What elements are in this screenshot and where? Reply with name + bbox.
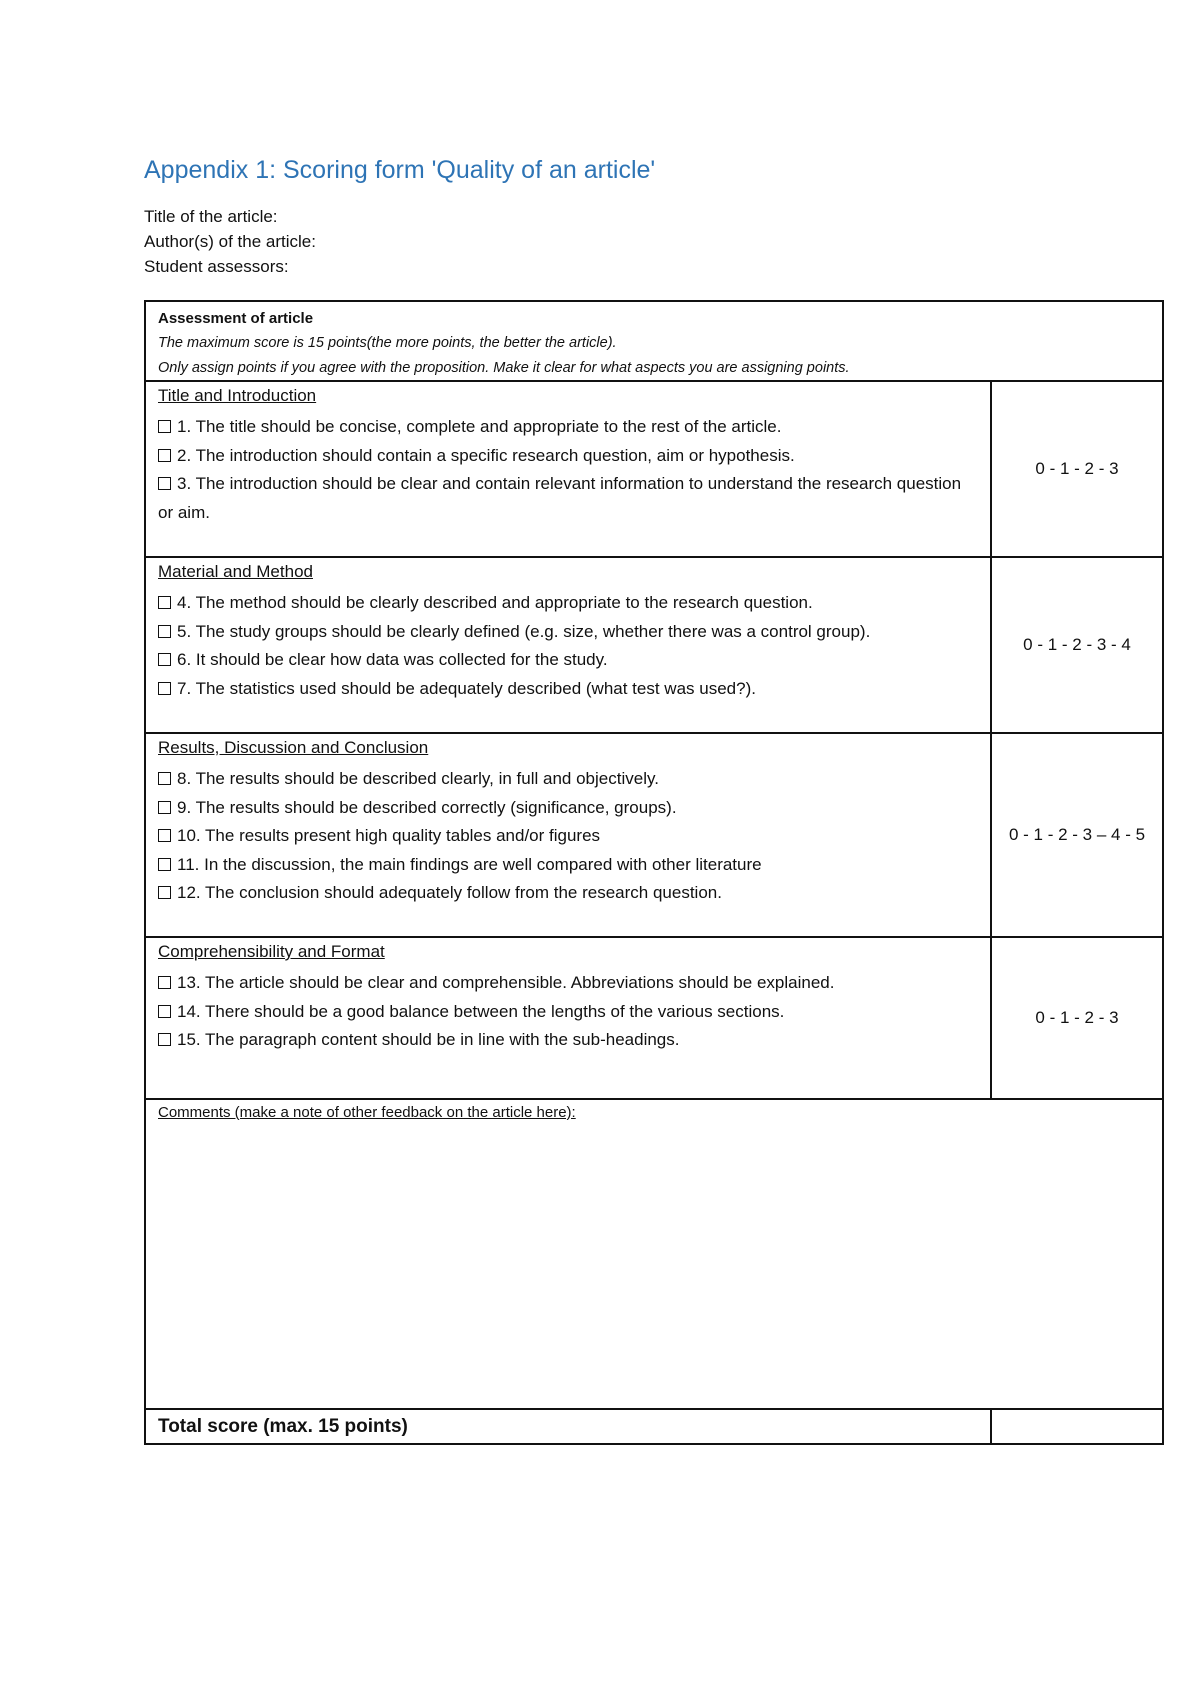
criterion-item: [158, 765, 978, 794]
checkbox[interactable]: [158, 801, 171, 814]
section-title-introduction: [146, 382, 1162, 558]
assessment-heading: Assessment of article: [158, 310, 314, 327]
article-title-label: Title of the article:: [144, 207, 278, 226]
authors-label: Author(s) of the article:: [144, 232, 316, 251]
checkbox[interactable]: [158, 1033, 171, 1046]
scoring-table: [144, 300, 1164, 1445]
article-meta: [144, 204, 316, 279]
criterion-text: 5. The study groups should be clearly defined (e.g. size, whether there was a control group).: [177, 621, 871, 641]
section-criteria: [146, 558, 992, 732]
section-heading: Material and Method: [158, 562, 313, 581]
checkbox[interactable]: [158, 829, 171, 842]
criterion-item: [158, 998, 978, 1027]
checkbox[interactable]: [158, 477, 171, 490]
section-criteria: [146, 734, 992, 936]
criterion-text: 1. The title should be concise, complete and appropriate to the rest of the article.: [177, 417, 782, 436]
checkbox[interactable]: [158, 772, 171, 785]
assessment-note-max: The maximum score is 15 points(the more points, the better the article).: [158, 335, 617, 351]
score-scale[interactable]: 0 - 1 - 2 - 3 – 4 - 5: [1008, 825, 1146, 844]
criterion-item: [158, 442, 978, 471]
criterion-text: 7. The statistics used should be adequately described (what test was used?).: [177, 678, 756, 698]
total-score-label: Total score (max. 15 points): [146, 1410, 992, 1443]
criterion-item: [158, 794, 978, 823]
section-results-discussion: [146, 734, 1162, 938]
section-criteria: [146, 938, 992, 1098]
checkbox[interactable]: [158, 858, 171, 871]
criterion-item: [158, 879, 978, 908]
criterion-text: 15. The paragraph content should be in line with the sub-headings.: [177, 1030, 680, 1049]
comments-box[interactable]: [146, 1100, 1162, 1410]
criterion-text: 12. The conclusion should adequately follow from the research question.: [177, 883, 722, 902]
criterion-item: [158, 851, 978, 880]
criterion-text: 8. The results should be described clearly, in full and objectively.: [177, 769, 659, 788]
score-scale[interactable]: 0 - 1 - 2 - 3: [1035, 459, 1119, 478]
criterion-item: [158, 1026, 978, 1055]
section-heading: Comprehensibility and Format: [158, 942, 385, 961]
assessors-label: Student assessors:: [144, 257, 289, 276]
checkbox[interactable]: [158, 625, 171, 638]
criterion-text: 10. The results present high quality tables and/or figures: [177, 826, 601, 845]
section-heading: Results, Discussion and Conclusion: [158, 738, 429, 757]
checkbox[interactable]: [158, 1005, 171, 1018]
comments-label: Comments (make a note of other feedback on the article here):: [158, 1104, 576, 1121]
checkbox[interactable]: [158, 449, 171, 462]
criterion-text: 11. In the discussion, the main findings are well compared with other literature: [177, 854, 762, 874]
criterion-item: [158, 413, 978, 442]
section-material-method: [146, 558, 1162, 734]
criterion-text: 3. The introduction should be clear and contain relevant information to understand the research question or aim.: [158, 474, 962, 522]
page-title: Appendix 1: Scoring form 'Quality of an article': [144, 156, 656, 184]
criterion-item: [158, 470, 978, 527]
score-scale[interactable]: 0 - 1 - 2 - 3: [1035, 1008, 1119, 1027]
criterion-text: 2. The introduction should contain a specific research question, aim or hypothesis.: [177, 445, 795, 465]
section-heading: Title and Introduction: [158, 386, 317, 405]
checkbox[interactable]: [158, 653, 171, 666]
checkbox[interactable]: [158, 976, 171, 989]
total-score-row: [146, 1410, 1162, 1443]
criterion-text: 13. The article should be clear and comprehensible. Abbreviations should be explained.: [177, 973, 835, 992]
score-scale[interactable]: 0 - 1 - 2 - 3 - 4: [1023, 635, 1131, 654]
section-criteria: [146, 382, 992, 556]
checkbox[interactable]: [158, 420, 171, 433]
criterion-item: [158, 589, 978, 618]
checkbox[interactable]: [158, 886, 171, 899]
criterion-text: 6. It should be clear how data was collected for the study.: [177, 650, 608, 669]
criterion-text: 14. There should be a good balance between the lengths of the various sections.: [177, 1001, 785, 1021]
assessment-header: [146, 302, 1162, 382]
criterion-item: [158, 969, 978, 998]
criterion-item: [158, 646, 978, 675]
total-score-field[interactable]: [992, 1410, 1162, 1443]
criterion-item: [158, 618, 978, 647]
criterion-text: 9. The results should be described correctly (significance, groups).: [177, 797, 677, 817]
criterion-item: [158, 675, 978, 704]
section-comprehensibility-format: [146, 938, 1162, 1100]
checkbox[interactable]: [158, 596, 171, 609]
checkbox[interactable]: [158, 682, 171, 695]
criterion-text: 4. The method should be clearly described and appropriate to the research question.: [177, 593, 813, 612]
assessment-note-instructions: Only assign points if you agree with the proposition. Make it clear for what aspects you are assigning points.: [158, 360, 850, 376]
criterion-item: [158, 822, 978, 851]
